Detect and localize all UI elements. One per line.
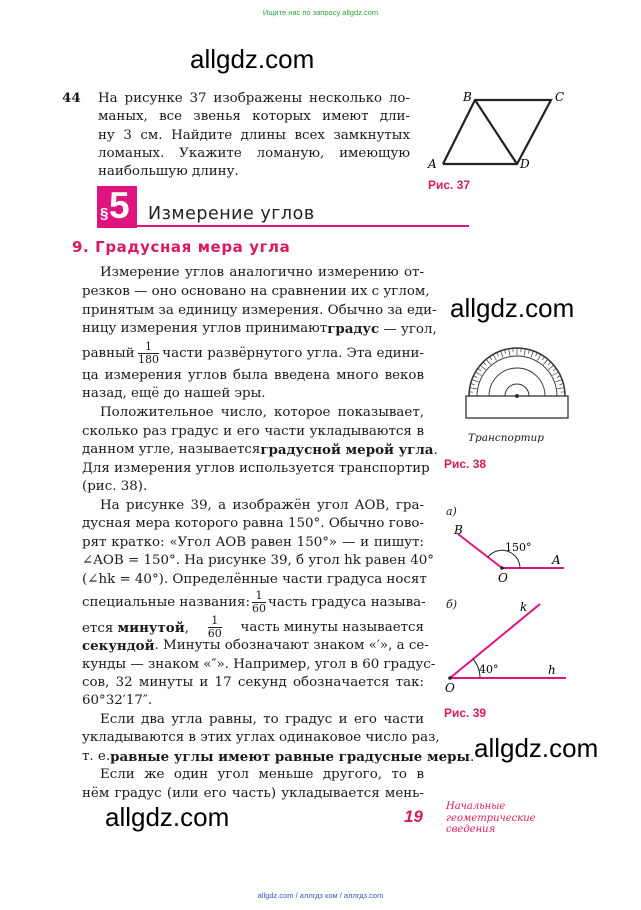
- text-line: данном угле, называется градусной мерой угла.: [82, 442, 438, 458]
- protractor-tick: [489, 357, 491, 360]
- text: специальные названия:: [82, 595, 250, 610]
- text-line: сколько раз градус и его части укладываются в: [82, 424, 424, 439]
- protractor-tick: [483, 362, 486, 365]
- section-number: 5: [109, 185, 130, 226]
- text-line: [82, 638, 429, 654]
- text-line: Если два угла равны, то градус и его части: [100, 712, 424, 727]
- protractor-tick: [470, 388, 477, 389]
- ray-k: k: [520, 600, 528, 614]
- figure-caption: Рис. 39: [444, 706, 487, 720]
- point-b: B: [454, 523, 463, 537]
- protractor-tick: [471, 384, 475, 385]
- figure-38-protractor: [462, 346, 572, 426]
- text-line: т. е. равные углы имеют равные градусные меры.: [82, 749, 475, 765]
- section-title: Измерение углов: [148, 204, 315, 224]
- section-symbol: §: [100, 205, 109, 222]
- protractor-tick: [472, 380, 479, 382]
- problem-number: 44: [62, 90, 81, 106]
- figure-sublabel: а): [446, 505, 457, 518]
- page-number: 19: [404, 807, 423, 826]
- text: части развёрнутого угла. Эта едини-: [162, 346, 424, 361]
- problem-line: ломаных. Укажите ломаную, имеющую: [98, 145, 410, 161]
- text-line: Для измерения углов используется транспортир: [82, 461, 430, 476]
- angle-label: 150°: [505, 541, 532, 554]
- text-line: резков — оно основано на сравнении их с углом,: [82, 284, 430, 299]
- term-second: секундой: [82, 638, 155, 654]
- angle-label: 40°: [479, 663, 499, 676]
- protractor-tick: [553, 372, 559, 376]
- figure-39a: [440, 518, 580, 588]
- problem-line: наибольшую длину.: [98, 164, 239, 180]
- protractor-tick: [486, 359, 490, 364]
- fraction: $\frac{1}{60}$: [207, 614, 222, 640]
- label-d: D: [520, 157, 530, 171]
- subsection-title: 9. Градусная мера угла: [72, 238, 291, 256]
- ray-h: h: [548, 663, 556, 677]
- figure-sublabel: б): [446, 598, 458, 611]
- text: часть градуса называ-: [267, 595, 426, 610]
- protractor-tick: [556, 380, 563, 382]
- text-line: ∠AOB = 150°. На рисунке 39, б угол hk равен 40°: [82, 553, 434, 568]
- protractor-tick: [557, 388, 564, 389]
- text-line: нём градус (или его часть) укладывается мень-: [82, 786, 424, 801]
- term-degree-measure: градусной мерой угла: [260, 442, 434, 458]
- watermark: allgdz.com: [474, 733, 599, 763]
- text: равный: [82, 346, 135, 361]
- protractor-tick: [548, 365, 553, 369]
- text-line: [82, 341, 424, 366]
- protractor-tick: [497, 352, 499, 356]
- watermark: allgdz.com: [105, 802, 230, 832]
- text-line: укладываются в этих углах одинаковое число раз,: [82, 730, 440, 745]
- text: . Минуты обозначают знаком «′», а се-: [154, 638, 429, 653]
- protractor-tick: [531, 351, 533, 358]
- figure-37: [425, 88, 575, 173]
- term-degree: градус: [327, 321, 380, 337]
- text-line: ца измерения углов была введена много веков: [82, 368, 424, 383]
- protractor-tick: [557, 376, 561, 378]
- protractor-tick: [475, 372, 481, 376]
- point-o: O: [445, 681, 455, 695]
- text-line: [82, 590, 424, 615]
- problem-text: [98, 90, 410, 181]
- watermark: allgdz.com: [450, 293, 575, 323]
- protractor-tick: [560, 384, 564, 385]
- protractor-tick: [473, 376, 477, 378]
- term-equal-angles: равные углы имеют равные градусные меры: [110, 749, 470, 765]
- protractor-tick: [480, 365, 485, 369]
- text-line: принятым за единицу измерения. Обычно за еди-: [82, 303, 437, 318]
- problem-line: ну 3 см. Найдите длины всех замкнутых: [98, 127, 410, 143]
- protractor-tick: [528, 350, 529, 354]
- top-search-link[interactable]: Ищите нас по запросу allgdz.com: [262, 8, 379, 17]
- text-line: (рис. 38).: [82, 479, 148, 494]
- figure-label: Транспортир: [468, 432, 545, 444]
- point-a: A: [552, 553, 561, 567]
- protractor-tick: [548, 362, 551, 365]
- text: данном угле, называется: [82, 442, 261, 457]
- chapter-title: Начальные геометрические сведения: [446, 801, 536, 835]
- text-line: назад, ещё до нашей эры.: [82, 386, 266, 401]
- text-line: кунды — знаком «″». Например, угол в 60 градус-: [82, 657, 436, 672]
- figure-caption: Рис. 38: [444, 457, 487, 471]
- text: часть минуты называется: [240, 620, 424, 635]
- figure-caption: Рис. 37: [428, 178, 471, 192]
- text-line: Измерение углов аналогично измерению от-: [100, 265, 424, 280]
- protractor-tick: [509, 349, 510, 356]
- protractor-tick: [536, 352, 538, 356]
- text-line: дусная мера которого равна 150°. Обычно гово-: [82, 516, 424, 531]
- label-b: B: [463, 90, 472, 104]
- watermark: allgdz.com: [190, 44, 315, 74]
- text-line: рят кратко: «Угол AOB равен 150°» — и пишут:: [82, 535, 424, 550]
- figure-39b: [440, 596, 580, 696]
- section-underline: [137, 225, 469, 227]
- protractor-tick: [538, 354, 542, 360]
- text: — угол,: [379, 322, 437, 337]
- label-a: A: [428, 157, 437, 171]
- fraction: $\frac{1}{180}$: [137, 340, 159, 366]
- label-c: C: [555, 90, 565, 104]
- protractor-tick: [553, 368, 556, 370]
- text-line: Если же один угол меньше другого, то в: [100, 767, 424, 782]
- protractor-tick: [505, 350, 506, 354]
- text-line: ется минутой, $\frac{1}{60}$ часть минуты называется: [82, 614, 424, 640]
- protractor-tick: [542, 357, 544, 360]
- protractor-tick: [501, 351, 503, 358]
- protractor-tick: [524, 349, 525, 356]
- text-line: 60°32′17″.: [82, 693, 153, 708]
- text: ницу измерения углов принимают: [82, 321, 328, 336]
- problem-line: На рисунке 37 изображены несколько ло-: [98, 91, 410, 106]
- text-line: сов, 32 минуты и 17 секунд обозначается так:: [82, 675, 424, 690]
- problem-line: маных, все звенья которых имеют дли-: [98, 109, 410, 125]
- text-line: Положительное число, которое показывает,: [100, 405, 424, 420]
- section-badge: [97, 186, 137, 228]
- text-line: (∠hk = 40°). Определённые части градуса носят: [82, 572, 427, 587]
- bottom-links[interactable]: allgdz.com / аллгдз ком / аллгдз.com: [257, 891, 384, 900]
- term-minute: минутой: [117, 619, 185, 636]
- fraction: $\frac{1}{60}$: [251, 589, 266, 615]
- protractor-tick: [493, 354, 497, 360]
- text-line: [82, 321, 437, 337]
- point-o: O: [498, 571, 508, 585]
- protractor-tick: [543, 359, 547, 364]
- text-line: На рисунке 39, а изображён угол AOB, гра-: [100, 498, 424, 513]
- protractor-tick: [478, 368, 481, 370]
